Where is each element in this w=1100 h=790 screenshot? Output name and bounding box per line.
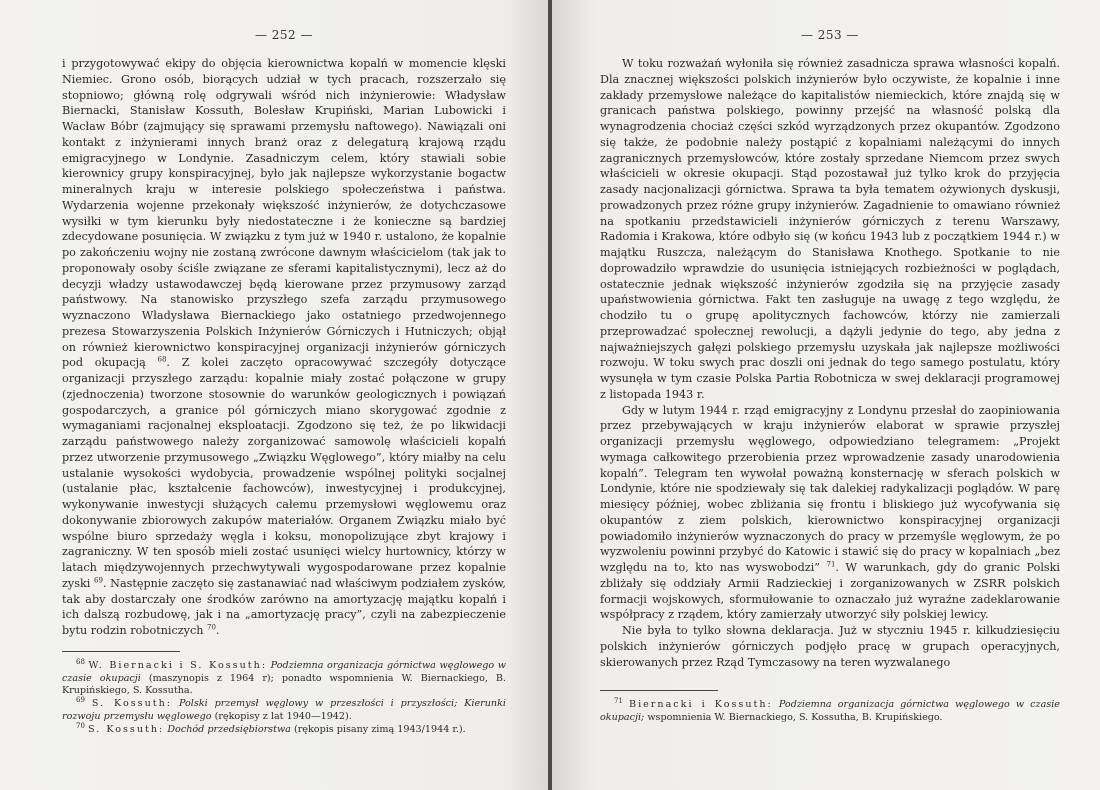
footnote: [62, 721, 506, 737]
footnote-divider: [62, 651, 180, 652]
footnote-author: Biernacki i Kossuth:: [629, 699, 773, 711]
paragraph: Nie była to tylko słowna deklaracja. Już w styczniu 1945 r. kilkudziesięciu polskich inżynierów górniczych podjęło pracę w grupach operacyjnych, skierowanych przez Rząd Tymczasowy na teren wyzwalanego: [600, 624, 1060, 669]
footnote-rest: (rękopis pisany zimą 1943/1944 r.).: [293, 723, 466, 735]
footnote-rest: wspomnienia W. Biernackiego, S. Kossutha, B. Krupińskiego.: [647, 712, 943, 724]
main-text: [600, 56, 1060, 670]
footnote-title: Polski przemysł węglowy w przeszłości i przyszłości; Kierunki rozwoju przemysłu węglowego: [62, 698, 506, 722]
page-number: — 252 —: [254, 28, 314, 42]
footnote-author: S. Kossuth:: [87, 723, 165, 735]
footnote-title: Podziemna organizacja górnictwa węglowego w czasie okupacji: [62, 659, 506, 684]
footnote: [600, 699, 1060, 725]
footnote-author: W. Biernacki i S. Kossuth:: [88, 659, 268, 671]
right-page: [552, 0, 1100, 790]
footnote-author: S. Kossuth:: [91, 698, 173, 710]
paragraph-text: i przygotowywać ekipy do objęcia kierownictwa kopalń w momencie klęski Niemiec. Grono osób, biorących udział w tych pracach, rozszerzało się stopniowo; główną rolę odgrywali wśród nich inżynierowie: Władysław Biernacki, Stanisław Kossuth, Bolesław Krupiński, Marian Lubowicki i Wacław Bóbr (zajmujący się sprawami przemysłu naftowego). Nawiązali oni kontakt z inżynierami innych branż oraz z delegaturą krajową rządu emigracyjnego w Londynie. Zasadniczym celem, który stawiali sobie kierownicy grupy konspiracyjnej, było jak najlepsze wykorzystanie bogactw mineralnych kraju w interesie polskiego społeczeństwa i państwa. Wydarzenia wojenne przekonały większość inżynierów, że dotychczasowe wysiłki w tym kierunku były niedostateczne i że konieczne są bardziej zdecydowane posunięcia. W związku z tym już w 1940 r. ustalono, że kopalnie po zakończeniu wojny nie zostaną zwrócone dawnym właścicielom (tak jak to proponowały osoby ściśle związane ze sferami kapitalistycznymi), lecz aż do decyzji władzy ustawodawczej będą kierowane przez przymusowy zarząd państwowy. Na stanowisko przyszłego szefa zarządu przymusowego wyznaczono Władysława Biernackiego jako ostatniego przedwojennego prezesa Stowarzyszenia Polskich Inżynierów Górniczych i Hutniczych; objął on również kierownictwo konspiracyjnej organizacji inżynierów górniczych pod okupacją: [62, 57, 506, 370]
paragraph-text: Następnie zaczęto się zastanawiać nad właściwym podziałem zysków, tak aby dostarczały one środków zarówno na amortyzację majątku kopalń i ich dalszą rozbudowę, jak i na „amortyzację pracy”, czyli na zabezpieczenie bytu rodzin robotniczych: [62, 576, 506, 637]
footnote-ref: 69: [94, 576, 103, 585]
paragraph-text: Gdy w lutym 1944 r. rząd emigracyjny z Londynu przesłał do zaopiniowania przez przebywających w kraju inżynierów elaborat w sprawie przyszłej organizacji przemysłu węglowego, odpowiedziano telegramem: „Projekt wymaga całkowitego przerobienia przez wprowadzenie zasady unarodowienia kopalń”. Telegram ten wywołał poważną konsternację w sferach polskich w Londynie, które nie spodziewały się tak dalekiej radykalizacji poglądów. W parę miesięcy później, wobec zbliżania się frontu i bliskiego już wycofywania się okupantów z ziem polskich, kierownictwo konspiracyjnej organizacji powiadomiło inżynierów wyznaczonych do pracy w przemyśle węglowym, że po wyzwoleniu powinni przybyć do Katowic i stawić się do pracy w kopalniach „bez względu na to, kto nas wyswobodzi”: [600, 403, 1060, 574]
footnote-divider: [600, 690, 718, 691]
footnote: [62, 657, 506, 698]
footnote-title: Dochód przedsiębiorstwa: [167, 723, 291, 735]
footnote-ref: 68: [157, 355, 167, 364]
footnote-rest: (rękopisy z lat 1940—1942).: [214, 710, 352, 722]
footnote-number: 68: [76, 657, 85, 666]
main-text: [62, 56, 506, 639]
paragraph: W toku rozważań wyłoniła się również zasadnicza sprawa własności kopalń. Dla znacznej większości polskich inżynierów było oczywiste, że kopalnie i inne zakłady przemysłowe należące do kapitalistów niemieckich, które znajdą się w granicach państwa polskiego, powinny przejść na własność polską dla wynagrodzenia chociaż części szkód wyrządzonych przez okupantów. Zgodzono się także, że podobnie należy postąpić z kopalniami należącymi do innych zagranicznych przemysłowców, które zostały sprzedane Niemcom przez swych właścicieli w okresie okupacji. Stąd pozostawał już tylko krok do przyjęcia zasady nacjonalizacji górnictwa. Sprawa ta była tematem ożywionych dyskusji, prowadzonych przez różne grupy inżynierów. Zagadnienie to omawiano również na spotkaniu przedstawicieli inżynierów górniczych z terenu Warszawy, Radomia i Krakowa, które odbyło się (w końcu 1943 lub z początkiem 1944 r.) w majątku Ruszcza, należącym do Stanisława Knothego. Spotkanie to nie doprowadziło wprawdzie do usunięcia istniejących rozbieżności w poglądach, ostatecznie jednak większość inżynierów zgodziła się na przyjęcie zasady upaństwowienia górnictwa. Fakt ten zasługuje na uwagę z tego względu, że chodziło tu o grupę apolitycznych fachowców, którzy nie zamierzali przeprowadzać społecznej rewolucji, a dążyli jedynie do tego, aby jedna z najważniejszych gałęzi polskiego przemysłu uzyskała jak najlepsze możliwości rozwoju. W toku swych prac doszli oni jednak do tego samego postulatu, który wysunęła w tym czasie Polska Partia Robotnicza w swej deklaracji programowej z listopada 1943 r.: [600, 57, 1060, 401]
footnote-rest: (maszynopis z 1964 r); ponadto wspomnienia W. Biernackiego, B. Krupińskiego, S. Kossutha.: [62, 672, 506, 697]
footnote-number: 71: [614, 697, 623, 706]
left-page: [0, 0, 548, 790]
footnotes: [600, 699, 1060, 725]
footnote-title: Podziemna organizacja górnictwa węglowego w czasie okupacji;: [600, 699, 1060, 724]
paragraph: i przygotowywać ekipy do objęcia kierownictwa kopalń w momencie klęski Niemiec. Grono osób, biorących udział w tych pracach, rozszerzało się stopniowo; główną rolę odgrywali wśród nich inżynierowie: Władysław Biernacki, Stanisław Kossuth, Bolesław Krupiński, Marian Lubowicki i Wacław Bóbr (zajmujący się sprawami przemysłu naftowego). Nawiązali oni kontakt z inżynierami innych branż oraz z delegaturą krajową rządu emigracyjnego w Londynie. Zasadniczym celem, który stawiali sobie kierownicy grupy konspiracyjnej, było jak najlepsze wykorzystanie bogactw mineralnych kraju w interesie polskiego społeczeństwa i państwa. Wydarzenia wojenne przekonały większość inżynierów, że dotychczasowe wysiłki w tym kierunku były niedostateczne i że konieczne są bardziej zdecydowane posunięcia. W związku z tym już w 1940 r. ustalono, że kopalnie po zakończeniu wojny nie zostaną zwrócone dawnym właścicielom (tak jak to proponowały osoby ściśle związane ze sferami kapitalistycznymi), lecz aż do decyzji władzy ustawodawczej będą kierowane przez przymusowy zarząd państwowy. Na stanowisko przyszłego szefa zarządu przymusowego wyznaczono Władysława Biernackiego jako ostatniego przedwojennego prezesa Stowarzyszenia Polskich Inżynierów Górniczych i Hutniczych; objął on również kierownictwo konspiracyjnej organizacji inżynierów górniczych pod okupacją $^{68}$. Z kolei zaczęto opracowywać szczegóły dotyczące organizacji przyszłego zarządu: kopalnie miały zostać połączone w grupy (zjednoczenia) tworzone stosownie do warunków geologicznych i powiązań gospodarczych, a granice pól górniczych miano skorygować zgodnie z wymaganiami racjonalnej eksploatacji. Zgodzono się też, że po likwidacji zarządu państwowego należy zorganizować samowolę właścicieli kopalń przez utworzenie przymusowego „Związku Węglowego”, który miałby na celu ustalanie wysokości wydobycia, prowadzenie wspólnej polityki socjalnej (ustalanie płac, kształcenie fachowców), inwestycyjnej i produkcyjnej, wykonywanie inwestycji służących całemu przemysłowi węglowemu oraz dokonywanie zbiorowych zakupów materiałów. Organem Związku miało być wspólne biuro sprzedaży węgla i koksu, monopolizujące zbyt krajowy i zagraniczny. W ten sposób mieli zostać usunięci wielcy hurtownicy, którzy w latach międzywojennych przechwytywali wygospodarowane przez kopalnie zyski $^{69}$. Następnie zaczęto się zastanawiać nad właściwym podziałem zysków, tak aby dostarczały one środków zarówno na amortyzację majątku kopalń i ich dalszą rozbudowę, jak i na „amortyzację pracy”, czyli na zabezpieczenie bytu rodzin robotniczych $^{70}$.: [62, 57, 506, 637]
footnotes: [62, 657, 506, 737]
paragraph: Gdy w lutym 1944 r. rząd emigracyjny z Londynu przesłał do zaopiniowania przez przebywających w kraju inżynierów elaborat w sprawie przyszłej organizacji przemysłu węglowego, odpowiedziano telegramem: „Projekt wymaga całkowitego przerobienia przez wprowadzenie zasady unarodowienia kopalń”. Telegram ten wywołał poważną konsternację w sferach polskich w Londynie, które nie spodziewały się tak dalekiej radykalizacji poglądów. W parę miesięcy później, wobec zbliżania się frontu i bliskiego już wycofywania się okupantów z ziem polskich, kierownictwo konspiracyjnej organizacji powiadomiło inżynierów wyznaczonych do pracy w przemyśle węglowym, że po wyzwoleniu powinni przybyć do Katowic i stawić się do pracy w kopalniach „bez względu na to, kto nas wyswobodzi” $^{71}$. W warunkach, gdy do granic Polski zbliżały się oddziały Armii Radzieckiej i zorganizowanych w ZSRR polskich formacji wojskowych, sformułowanie to oznaczało już wyraźne zadeklarowanie współpracy z rządem, który zamierzały utworzyć siły polskiej lewicy.: [600, 403, 1060, 622]
footnote-ref: 71: [826, 560, 836, 569]
footnote-ref: 70: [207, 623, 216, 632]
paragraph-text: W warunkach, gdy do granic Polski zbliżały się oddziały Armii Radzieckiej i zorganizowanych w ZSRR polskich formacji wojskowych, sformułowanie to oznaczało już wyraźne zadeklarowanie współpracy z rządem, który zamierzały utworzyć siły polskiej lewicy.: [600, 561, 1060, 622]
footnote: [62, 695, 506, 724]
paragraph-text: Z kolei zaczęto opracowywać szczegóły dotyczące organizacji przyszłego zarządu: kopalnie miały zostać połączone w grupy (zjednoczenia) tworzone stosownie do warunków geologicznych i powiązań gospodarczych, a granice pól górniczych miano skorygować zgodnie z wymaganiami racjonalnej eksploatacji. Zgodzono się też, że po likwidacji zarządu państwowego należy zorganizować samowolę właścicieli kopalń przez utworzenie przymusowego „Związku Węglowego”, który miałby na celu ustalanie wysokości wydobycia, prowadzenie wspólnej polityki socjalnej (ustalanie płac, kształcenie fachowców), inwestycyjnej i produkcyjnej, wykonywanie inwestycji służących całemu przemysłowi węglowemu oraz dokonywanie zbiorowych zakupów materiałów. Organem Związku miało być wspólne biuro sprzedaży węgla i koksu, monopolizujące zbyt krajowy i zagraniczny. W ten sposób mieli zostać usunięci wielcy hurtownicy, którzy w latach międzywojennych przechwytywali wygospodarowane przez kopalnie zyski: [62, 356, 506, 590]
footnote-number: 69: [76, 695, 85, 704]
footnote-number: 70: [76, 721, 85, 730]
page-number: — 253 —: [800, 28, 860, 42]
